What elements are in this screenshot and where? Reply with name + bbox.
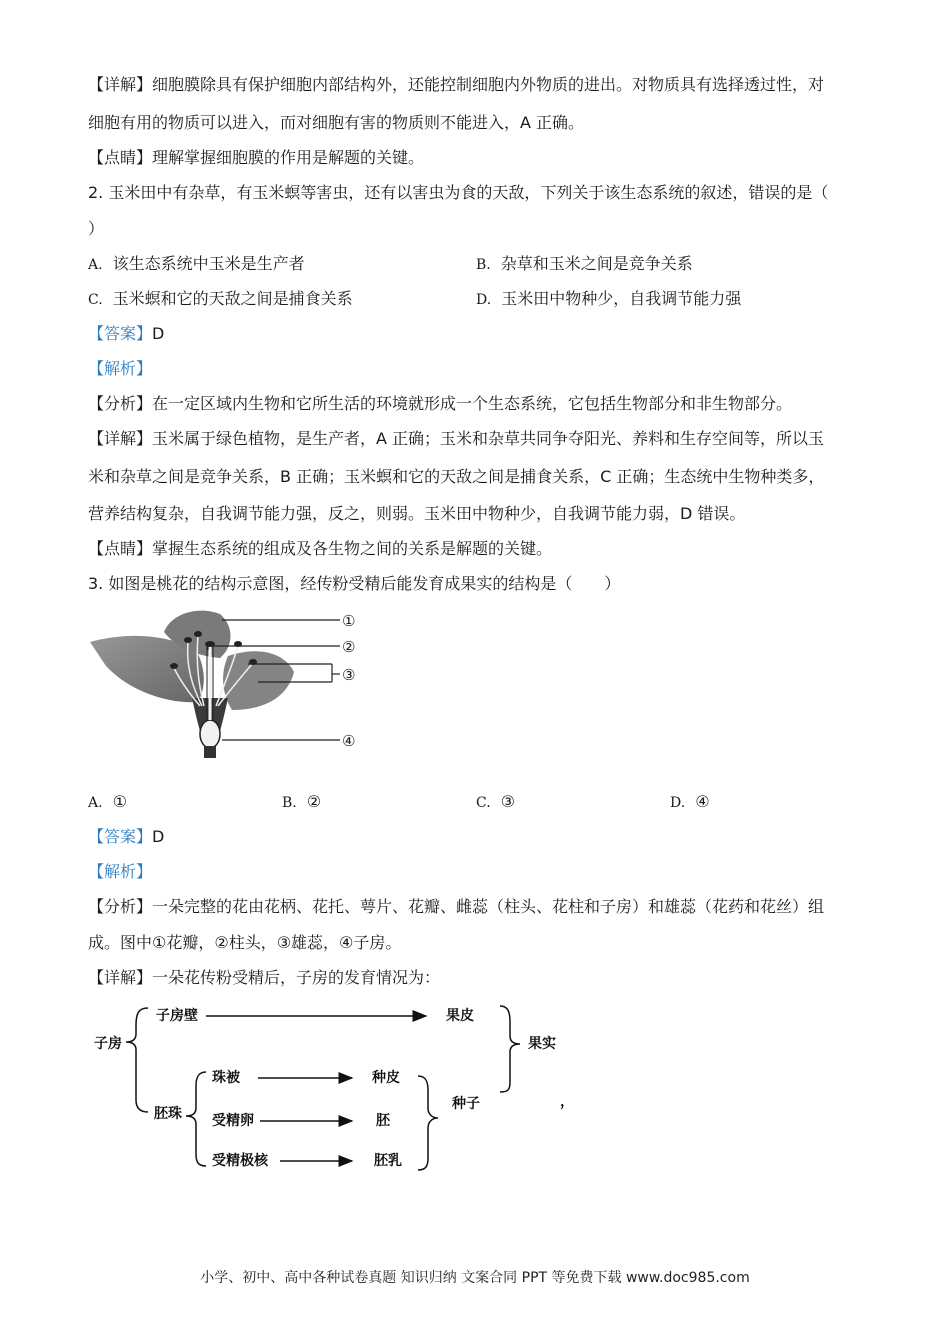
question-2-stem-end: ）: [88, 219, 105, 238]
text-line: 【详解】细胞膜除具有保护细胞内部结构外，还能控制细胞内外物质的进出。对物质具有选择透过性，对: [88, 75, 825, 94]
section-tag: 【分析】: [88, 897, 153, 916]
q3-option-a[interactable]: A. ①: [88, 792, 127, 811]
text-line: 【点睛】理解掌握细胞膜的作用是解题的关键。: [88, 148, 425, 167]
answer-tag: 【答案】: [88, 827, 153, 846]
text-line: 【分析】在一定区域内生物和它所生活的环境就形成一个生态系统，它包括生物部分和非生物部分。: [88, 394, 793, 413]
text-line: 【详解】玉米属于绿色植物，是生产者，A 正确；玉米和杂草共同争夺阳光、养料和生存空间等，所以玉: [88, 429, 825, 448]
label-ovary: 子房: [94, 1036, 122, 1052]
label-pericarp: 果皮: [446, 1008, 474, 1024]
question-3-stem: 3. 如图是桃花的结构示意图，经传粉受精后能发育成果实的结构是（ ）: [88, 574, 621, 593]
label-seed: 种子: [452, 1096, 480, 1112]
q3-option-b[interactable]: B. ②: [282, 792, 322, 811]
analysis-heading: 【解析】: [88, 862, 153, 881]
flower-label-3: ③: [342, 666, 356, 684]
peach-flower-figure: [88, 606, 368, 764]
label-seed-coat: 种皮: [372, 1070, 400, 1086]
label-fertilized-polar-nuclei: 受精极核: [212, 1153, 268, 1169]
text-line: 细胞有用的物质可以进入，而对细胞有害的物质则不能进入，A 正确。: [88, 113, 585, 132]
label-fruit: 果实: [528, 1036, 556, 1052]
page-footer: 小学、初中、高中各种试卷真题 知识归纳 文案合同 PPT 等免费下载 www.doc985.com: [200, 1270, 750, 1286]
section-tag: 【点睛】: [88, 148, 153, 167]
q2-option-c[interactable]: C. 玉米螟和它的天敌之间是捕食关系: [88, 289, 353, 308]
section-tag: 【详解】: [88, 968, 153, 987]
flower-label-4: ④: [342, 732, 356, 750]
q2-option-b[interactable]: B. 杂草和玉米之间是竞争关系: [476, 254, 693, 273]
section-tag: 【详解】: [88, 75, 153, 94]
trailing-comma: ，: [560, 1094, 574, 1110]
answer-tag: 【答案】: [88, 324, 153, 343]
text-line: 【点睛】掌握生态系统的组成及各生物之间的关系是解题的关键。: [88, 539, 553, 558]
q2-option-a[interactable]: A. 该生态系统中玉米是生产者: [88, 254, 305, 273]
section-tag: 【点睛】: [88, 539, 153, 558]
label-fertilized-egg: 受精卵: [212, 1113, 254, 1129]
q3-option-c[interactable]: C. ③: [476, 792, 516, 811]
flower-label-1: ①: [342, 612, 356, 630]
answer-line: 【答案】D: [88, 324, 165, 343]
ovary-development-diagram: [88, 996, 588, 1180]
answer-line: 【答案】D: [88, 827, 165, 846]
text-line: 米和杂草之间是竞争关系，B 正确；玉米螟和它的天敌之间是捕食关系，C 正确；生态统中生物种类多，: [88, 467, 825, 486]
flower-label-2: ②: [342, 638, 356, 656]
section-tag: 【分析】: [88, 394, 153, 413]
section-tag: 【详解】: [88, 429, 153, 448]
label-ovule: 胚珠: [154, 1106, 182, 1122]
q2-option-d[interactable]: D. 玉米田中物种少，自我调节能力强: [476, 289, 742, 308]
label-endosperm: 胚乳: [374, 1153, 402, 1169]
question-2-stem: 2. 玉米田中有杂草，有玉米螟等害虫，还有以害虫为食的天敌，下列关于该生态系统的叙述，错误的是（: [88, 183, 829, 202]
text-line: 成。图中①花瓣，②柱头，③雄蕊，④子房。: [88, 933, 402, 952]
q3-option-d[interactable]: D. ④: [670, 792, 710, 811]
analysis-heading: 【解析】: [88, 359, 153, 378]
label-ovary-wall: 子房壁: [156, 1008, 198, 1024]
label-integument: 珠被: [212, 1070, 240, 1086]
label-embryo: 胚: [376, 1113, 390, 1129]
text-line: 【详解】一朵花传粉受精后，子房的发育情况为：: [88, 968, 441, 987]
text-line: 营养结构复杂，自我调节能力强，反之，则弱。玉米田中物种少，自我调节能力弱，D 错误。: [88, 504, 746, 523]
text-line: 【分析】一朵完整的花由花柄、花托、萼片、花瓣、雌蕊（柱头、花柱和子房）和雄蕊（花药和花丝）组: [88, 897, 825, 916]
